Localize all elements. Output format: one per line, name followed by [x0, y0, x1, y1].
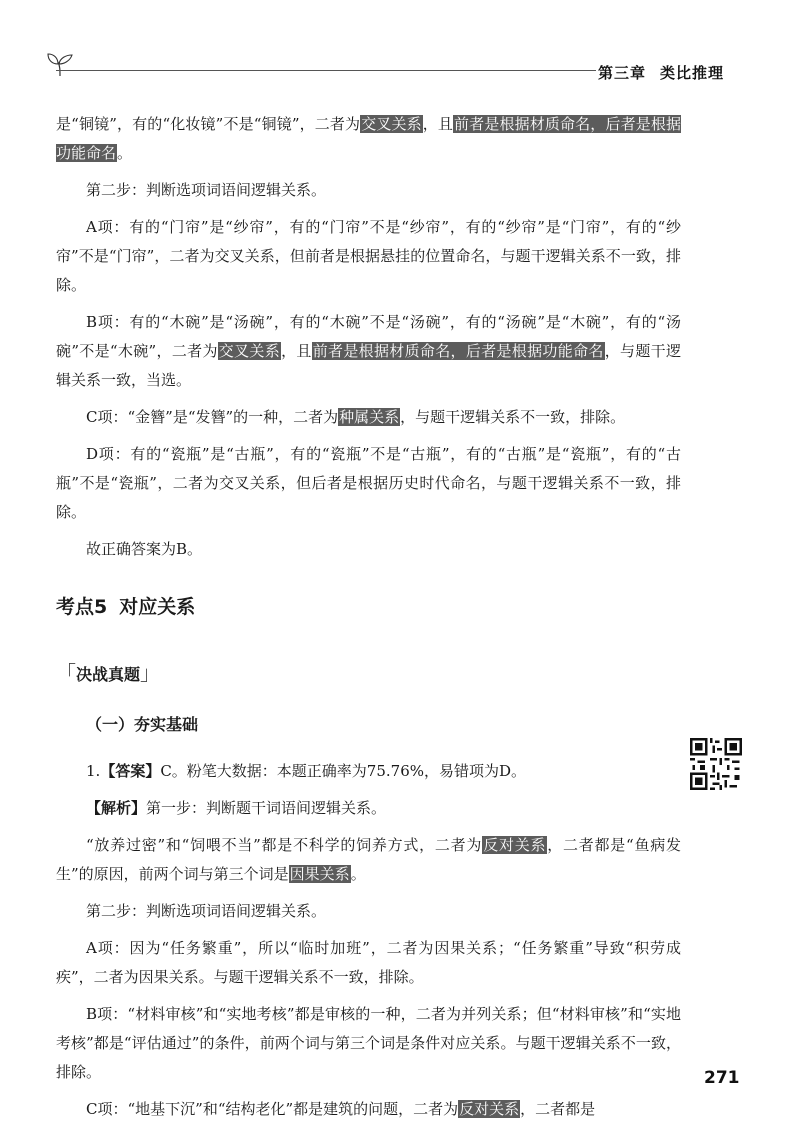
text: ，且	[281, 342, 312, 360]
bracket-left-icon: 「	[56, 661, 76, 685]
header-rule	[56, 70, 596, 71]
question-number: 1.	[86, 762, 101, 780]
q1-option-b: B项：“材料审核”和“实地考核”都是审核的一种，二者为并列关系；但“材料审核”和“实地考核”都是“评估通过”的条件，前两个词与第三个词是条件对应关系。与题干逻辑关系不一致，排除。	[56, 1005, 681, 1081]
q1-analysis	[56, 794, 681, 823]
q1-option-c	[56, 1095, 681, 1124]
highlight-term: 交叉关系	[218, 342, 281, 360]
page-number: 271	[704, 1068, 740, 1088]
bracket-right-icon: 」	[140, 661, 161, 685]
q1-paragraph	[56, 831, 681, 889]
text: ，与题干逻辑关系不一致，排除。	[400, 408, 626, 426]
answer-text: C。粉笔大数据：本题正确率为75.76%，易错项为D。	[160, 762, 527, 780]
text: 。	[117, 144, 133, 162]
q1-step-two: 第二步：判断选项词语间逻辑关系。	[86, 902, 327, 920]
highlight-term: 反对关系	[459, 1100, 520, 1118]
text: 。	[350, 865, 366, 883]
chapter-heading	[598, 62, 724, 83]
highlight-term: 种属关系	[339, 408, 400, 426]
subsection-heading: （一）夯实基础	[86, 715, 199, 734]
qr-code-icon[interactable]	[690, 738, 742, 790]
option-c	[56, 403, 681, 432]
leaf-icon	[46, 52, 76, 78]
text: C项：“地基下沉”和“结构老化”都是建筑的问题，二者为	[86, 1100, 459, 1118]
section-heading	[56, 592, 681, 619]
text: C项：“金簪”是“发簪”的一种，二者为	[86, 408, 339, 426]
step-two: 第二步：判断选项词语间逻辑关系。	[86, 181, 327, 199]
highlight-term: 前者是根据材质命名，后者是根据功能命名	[312, 342, 604, 360]
answer-line: 故正确答案为B。	[86, 540, 203, 558]
text: “放养过密”和“饲喂不当”都是不科学的饲养方式，二者为	[86, 836, 483, 854]
highlight-term: 因果关系	[289, 865, 350, 883]
q1-option-a: A项：因为“任务繁重”，所以“临时加班”，二者为因果关系；“任务繁重”导致“积劳成疾”，二者为因果关系。与题干逻辑关系不一致，排除。	[56, 939, 681, 986]
box-title: 决战真题	[76, 665, 141, 684]
chapter-title: 类比推理	[660, 64, 725, 82]
highlight-term: 交叉关系	[361, 115, 422, 133]
step-one: 第一步：判断题干词语间逻辑关系。	[146, 799, 387, 817]
section-number: 考点5	[56, 596, 108, 618]
highlight-term: 反对关系	[483, 836, 547, 854]
analysis-tag: 【解析】	[86, 799, 147, 817]
option-b	[56, 308, 681, 395]
text: ，与题干逻辑关系一致，当选。	[56, 342, 681, 389]
page-content	[56, 110, 681, 1124]
text: ，且	[422, 115, 454, 133]
option-a: A项：有的“门帘”是“纱帘”，有的“门帘”不是“纱帘”，有的“纱帘”是“门帘”，有的“纱帘”不是“门帘”，二者为交叉关系，但前者是根据悬挂的位置命名，与题干逻辑关系不一致，排除。	[56, 218, 681, 294]
prev-paragraph	[56, 110, 681, 168]
chapter-number: 第三章	[598, 64, 647, 82]
box-heading	[56, 657, 681, 686]
text: 是“铜镜”，有的“化妆镜”不是“铜镜”，二者为	[56, 115, 361, 133]
answer-tag: 【答案】	[100, 762, 161, 780]
q1-answer	[56, 757, 681, 786]
option-d: D项：有的“瓷瓶”是“古瓶”，有的“瓷瓶”不是“古瓶”，有的“古瓶”是“瓷瓶”，有的“古瓶”不是“瓷瓶”，二者为交叉关系，但后者是根据历史时代命名，与题干逻辑关系不一致，排除。	[56, 445, 681, 521]
text: B项：有的“木碗”是“汤碗”，有的“木碗”不是“汤碗”，有的“汤碗”是“木碗”，有的“汤碗”不是“木碗”，二者为	[56, 313, 681, 360]
highlight-term: 前者是根据材质命名，后者是根据功能命名	[56, 115, 681, 162]
text: ，二者都是	[520, 1100, 596, 1118]
section-title: 对应关系	[119, 596, 196, 618]
text: ，二者都是“鱼病发生”的原因，前两个词与第三个词是	[56, 836, 681, 883]
